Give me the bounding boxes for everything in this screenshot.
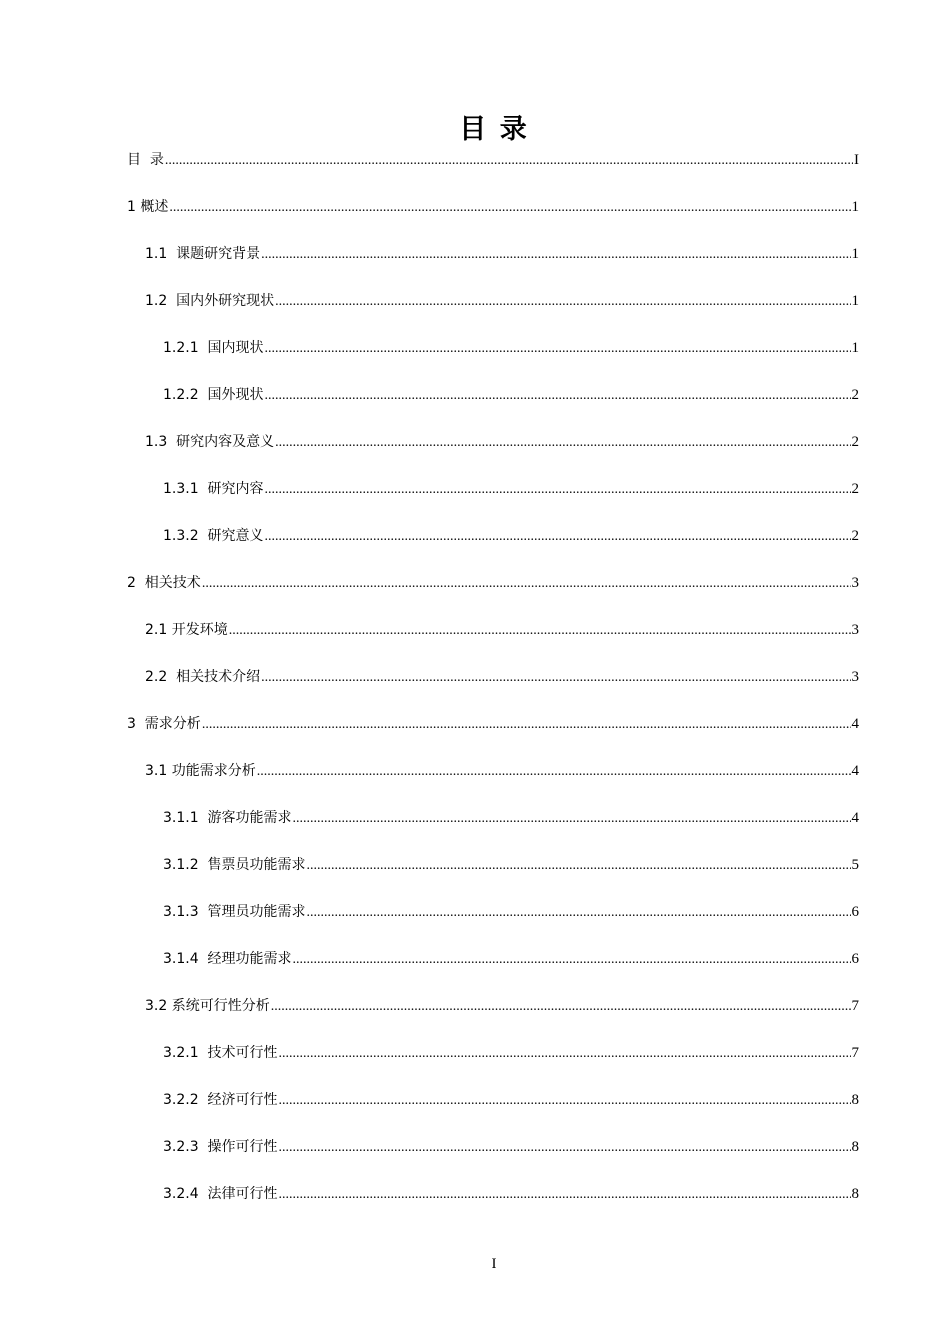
toc-entry-page: 7 — [851, 998, 859, 1014]
toc-entry-page: 5 — [851, 857, 859, 873]
dot-leader — [279, 1136, 851, 1160]
toc-entry-page: 4 — [851, 763, 859, 779]
toc-entry-1-2-1[interactable] — [163, 336, 859, 360]
toc-entry-label: 1.3.2 研究意义 — [163, 528, 264, 544]
dot-leader — [229, 619, 851, 643]
page-number: I — [491, 1256, 497, 1272]
toc-entry-3-1[interactable] — [145, 759, 859, 783]
toc-entry-label: 3.1.3 管理员功能需求 — [163, 904, 306, 920]
toc-entry-label: 1 概述 — [127, 199, 169, 215]
toc-entry-2-1[interactable] — [145, 618, 859, 642]
toc-entry-label: 1.2.2 国外现状 — [163, 387, 264, 403]
toc-entry-label: 1.1 课题研究背景 — [145, 246, 261, 262]
toc-entry-label: 3.1 功能需求分析 — [145, 763, 256, 779]
toc-entry-3-1-2[interactable] — [163, 853, 859, 877]
toc-entry-1-2-2[interactable] — [163, 383, 859, 407]
toc-entry-page: 6 — [851, 951, 859, 967]
toc-entry-page: 8 — [851, 1139, 859, 1155]
toc-entry-label: 3.2.4 法律可行性 — [163, 1186, 278, 1202]
toc-entry-label: 3.2 系统可行性分析 — [145, 998, 270, 1014]
toc-entry-label: 2.2 相关技术介绍 — [145, 669, 261, 685]
dot-leader — [279, 1183, 851, 1207]
toc-entry-page: 3 — [851, 622, 859, 638]
dot-leader — [275, 290, 850, 314]
toc-entry-page: 1 — [851, 199, 859, 215]
toc-entry-page: I — [854, 152, 859, 168]
toc-entry-3-2-2[interactable] — [163, 1088, 859, 1112]
dot-leader — [265, 384, 851, 408]
dot-leader — [265, 478, 851, 502]
toc-entry-label: 1.3 研究内容及意义 — [145, 434, 275, 450]
dot-leader — [169, 196, 850, 220]
toc-entry-page: 2 — [851, 387, 859, 403]
toc-entry-label: 3.1.1 游客功能需求 — [163, 810, 292, 826]
toc-entry-label: 3.2.1 技术可行性 — [163, 1045, 278, 1061]
toc-entry-page: 2 — [851, 481, 859, 497]
toc-entry-3[interactable] — [127, 712, 859, 736]
toc-entry-label: 1.2.1 国内现状 — [163, 340, 264, 356]
toc-entry-label: 3.2.2 经济可行性 — [163, 1092, 278, 1108]
toc-entry-label: 3.2.3 操作可行性 — [163, 1139, 278, 1155]
dot-leader — [202, 713, 851, 737]
toc-entry-1-3-2[interactable] — [163, 524, 859, 548]
toc-entry-2[interactable] — [127, 571, 859, 595]
toc-entry-label: 1.3.1 研究内容 — [163, 481, 264, 497]
toc-entry-page: 4 — [851, 810, 859, 826]
toc-entry-page: 8 — [851, 1092, 859, 1108]
toc-entry-3-2[interactable] — [145, 994, 859, 1018]
dot-leader — [275, 431, 850, 455]
toc-entry-label: 3 需求分析 — [127, 716, 201, 732]
toc-entry-3-1-4[interactable] — [163, 947, 859, 971]
toc-entry-page: 1 — [851, 246, 859, 262]
toc-entry-2-2[interactable] — [145, 665, 859, 689]
toc-entry-page: 4 — [851, 716, 859, 732]
toc-entry-label: 2.1 开发环境 — [145, 622, 228, 638]
toc-entry-label: 3.1.2 售票员功能需求 — [163, 857, 306, 873]
dot-leader — [307, 901, 851, 925]
toc-entry-3-2-3[interactable] — [163, 1135, 859, 1159]
toc-entry-contents[interactable] — [127, 148, 859, 172]
dot-leader — [257, 760, 851, 784]
toc-entry-1-3[interactable] — [145, 430, 859, 454]
toc-entry-3-2-1[interactable] — [163, 1041, 859, 1065]
toc-entry-label: 目 录 — [127, 152, 164, 168]
toc-entry-1-3-1[interactable] — [163, 477, 859, 501]
toc-title: 目 录 — [459, 114, 529, 145]
toc-entry-page: 8 — [851, 1186, 859, 1202]
toc-entry-page: 3 — [851, 669, 859, 685]
toc-entry-1-1[interactable] — [145, 242, 859, 266]
dot-leader — [279, 1042, 851, 1066]
toc-entry-page: 3 — [851, 575, 859, 591]
toc-entry-label: 2 相关技术 — [127, 575, 201, 591]
toc-entry-3-1-1[interactable] — [163, 806, 859, 830]
dot-leader — [307, 854, 851, 878]
toc-entry-1-2[interactable] — [145, 289, 859, 313]
toc-entry-page: 2 — [851, 528, 859, 544]
dot-leader — [202, 572, 851, 596]
toc-entry-page: 7 — [851, 1045, 859, 1061]
dot-leader — [165, 149, 853, 173]
toc-entry-page: 6 — [851, 904, 859, 920]
toc-entry-label: 3.1.4 经理功能需求 — [163, 951, 292, 967]
toc-entry-3-1-3[interactable] — [163, 900, 859, 924]
toc-entry-page: 2 — [851, 434, 859, 450]
toc-entry-3-2-4[interactable] — [163, 1182, 859, 1206]
dot-leader — [271, 995, 851, 1019]
dot-leader — [279, 1089, 851, 1113]
dot-leader — [293, 948, 851, 972]
dot-leader — [261, 666, 850, 690]
toc-entry-label: 1.2 国内外研究现状 — [145, 293, 275, 309]
toc-entry-page: 1 — [851, 340, 859, 356]
dot-leader — [293, 807, 851, 831]
toc-entry-1[interactable] — [127, 195, 859, 219]
toc-entry-page: 1 — [851, 293, 859, 309]
dot-leader — [261, 243, 850, 267]
dot-leader — [265, 337, 851, 361]
dot-leader — [265, 525, 851, 549]
